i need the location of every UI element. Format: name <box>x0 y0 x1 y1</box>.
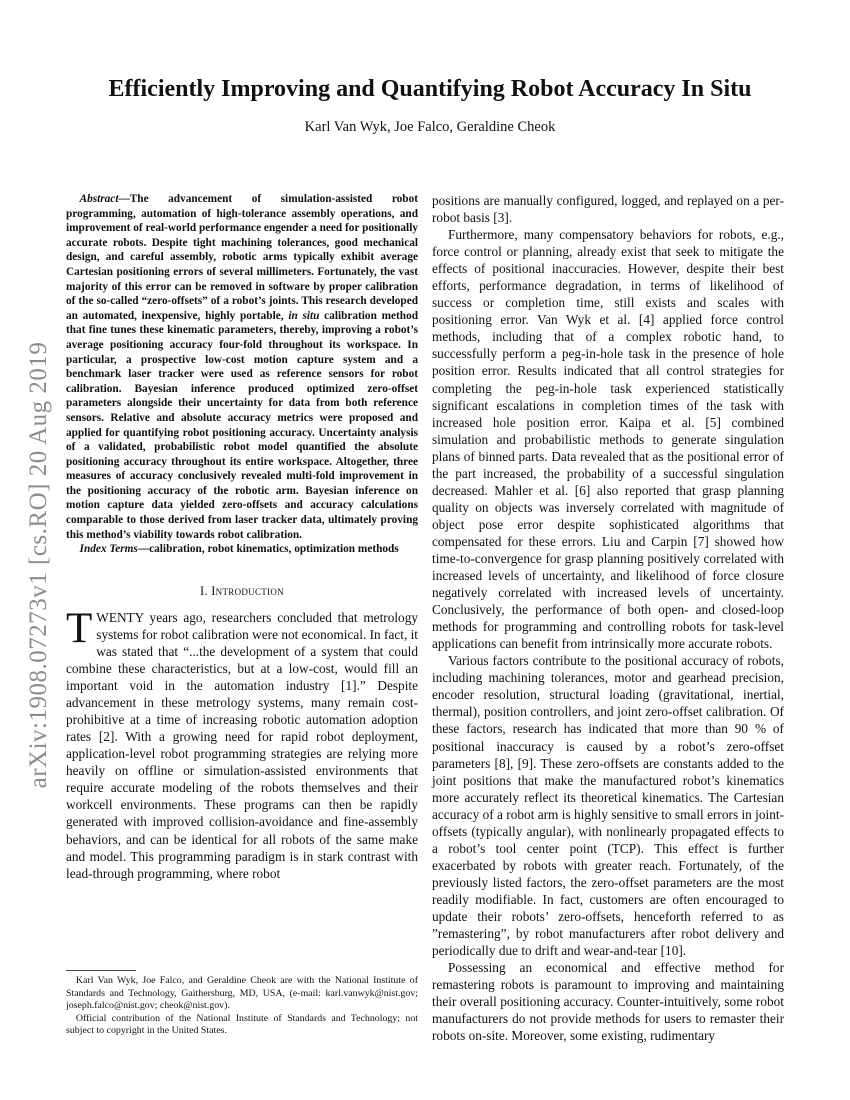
abstract-italic-phrase: in situ <box>288 309 320 322</box>
abstract <box>66 192 418 542</box>
author-list: Karl Van Wyk, Joe Falco, Geraldine Cheok <box>304 119 556 135</box>
right-paragraph-1: positions are manually configured, logged, and replayed on a per-robot basis [3]. <box>432 193 784 226</box>
right-paragraph-3: Various factors contribute to the positional accuracy of robots, including machining tolerances, motor and gearhead precision, encoder resolution, structural loading (gravitational, inertial, thermal), position controllers, and joint zero-offset calibration. Of these factors, research has indicated that more than 90 % of positional inaccuracy is caused by a robot’s zero-offset parameters [8], [9]. These zero-offsets are constants added to the joint positions that make the manufactured robot’s kinematics more accurately reflect its theoretical kinematics. The Cartesian accuracy of a robot arm is highly sensitive to small errors in joint-offsets (typically angular), with nonlinearly propagated effects to a robot’s tool center point (TCP). This effect is further exacerbated by robots with greater reach. Fortunately, of the previously listed factors, the zero-offset parameters are the most readily modifiable. In fact, customers are often encouraged to update their robots’ zero-offsets, henceforth referred to as ”remastering”, by robot manufacturers after robot delivery and periodically due to drift and wear-and-tear [10]. <box>432 653 784 959</box>
arxiv-stamp <box>18 285 60 845</box>
intro-paragraph-1 <box>66 604 418 882</box>
index-terms <box>66 542 418 557</box>
drop-cap: T <box>66 604 93 652</box>
footnote <box>66 975 418 1038</box>
section-numeral: I. <box>200 583 212 598</box>
footnote-copyright: Official contribution of the National Institute of Standards and Technology; not subject to copyright in the United States. <box>66 1012 418 1037</box>
arxiv-identifier: arXiv:1908.07273v1 [cs.RO] 20 Aug 2019 <box>25 341 52 789</box>
footnote-affiliation: Karl Van Wyk, Joe Falco, and Geraldine Cheok are with the National Institute of Standards and Technology, Gaithersburg, MD, USA, (e-mail: karl.vanwyk@nist.gov; joseph.falco@nist.gov; cheok@nist.gov). <box>66 975 418 1012</box>
index-terms-label: Index Terms <box>79 543 138 556</box>
abstract-text: —The advancement of simulation-assisted robot programming, automation of high-tolerance assembly operations, and improvement of real-world performance engender a need for positionally accurate robots. Despite tight machining tolerances, good mechanical design, and careful assembly, robotic arms typically exhibit average Cartesian positioning errors of several millimeters. Fortunately, the vast majority of this error can be removed in software by proper calibration of the so-called “zero-offsets” of a robot’s joints. This research developed an automated, inexpensive, highly portable, <box>66 193 418 322</box>
intro-paragraph-1-text: WENTY years ago, researchers concluded that metrology systems for robot calibration were not economical. In fact, it was stated that “...the development of a system that could combine these characteristics, but at a low-cost, would fill an important void in the automation industry [1].” Despite advancement in these metrology systems, many remain cost-prohibitive at a time of increasing robotic automation adoption rates [2]. With a growing need for rapid robot deployment, application-level robot programming strategies are relying more heavily on offline or simulation-assisted environments that require accurate modeling of the robots themselves and their workcell environments. These programs can then be rapidly generated with improved collision-avoidance and fine-assembly behaviors, and can be identical for all robots of the same make and model. This programming paradigm is in stark contrast with lead-through programming, where robot <box>66 609 418 881</box>
right-column <box>432 192 784 1044</box>
paper-title: Efficiently Improving and Quantifying Robot Accuracy In Situ <box>108 76 752 102</box>
section-title: Introduction <box>211 583 284 598</box>
left-column <box>66 192 418 882</box>
right-paragraph-2: Furthermore, many compensatory behaviors for robots, e.g., force control or planning, already exist that seek to mitigate the effects of positional inaccuracies. However, despite their best efforts, performance degradation, in terms of likelihood of success or completion time, still exists and scales with positioning error. Van Wyk et al. [4] applied force control methods, including that of a complex robotic hand, to successfully perform a peg-in-hole task in the presence of hole position error. Results indicated that all control strategies for completing the peg-in-hole task experienced statistically significant escalations in completion times of the task with increased hole position error. Kaipa et al. [5] combined simulation and probabilistic methods to generate singulation plans of binned parts. Data revealed that as the positional error of the part increased, the probability of a successful singulation decreased. Mahler et al. [6] also reported that grasp planning quality on objects was inversely correlated with magnitude of object pose error despite sophisticated algorithms that compensated for these errors. Liu and Carpin [7] showed how time-to-convergence for grasp planning positively correlated with increased levels of uncertainty, and likelihood of force closure negatively correlated with increased levels of uncertainty. Conclusively, the performance of both open- and closed-loop methods for programming and controlling robots for task-level applications can benefit from intrinsically more accurate robots. <box>432 227 784 652</box>
index-terms-text: —calibration, robot kinematics, optimization methods <box>137 543 399 556</box>
abstract-text-continued: calibration method that fine tunes these kinematic parameters, thereby, improving a robot’s average positioning accuracy four-fold throughout its workspace. In particular, a prospective low-cost motion capture system and a benchmark laser tracker were used as reference sensors for robot calibration. Bayesian inference produced optimized zero-offset parameters alongside their uncertainty for data from both reference sensors. Relative and absolute accuracy metrics were proposed and applied for quantifying robot positioning accuracy. Uncertainty analysis of a validated, probabilistic robot model quantified the absolute positioning accuracy throughout its entire workspace. Altogether, three measures of accuracy conclusively revealed multi-fold improvement in the positioning accuracy of the robotic arm. Bayesian inference on motion capture data yielded zero-offsets and accuracy calculations comparable to those derived from laser tracker data, ultimately proving this method’s viability towards robot calibration. <box>66 309 418 541</box>
right-paragraph-4: Possessing an economical and effective method for remastering robots is paramount to improving and maintaining their overall positioning accuracy. Counter-intuitively, some robot manufacturers do not provide methods for users to remaster their robots on-site. Moreover, some existing, rudimentary <box>432 960 784 1044</box>
footnote-rule <box>66 970 136 971</box>
abstract-label: Abstract <box>79 193 119 205</box>
section-heading-introduction <box>66 583 418 600</box>
